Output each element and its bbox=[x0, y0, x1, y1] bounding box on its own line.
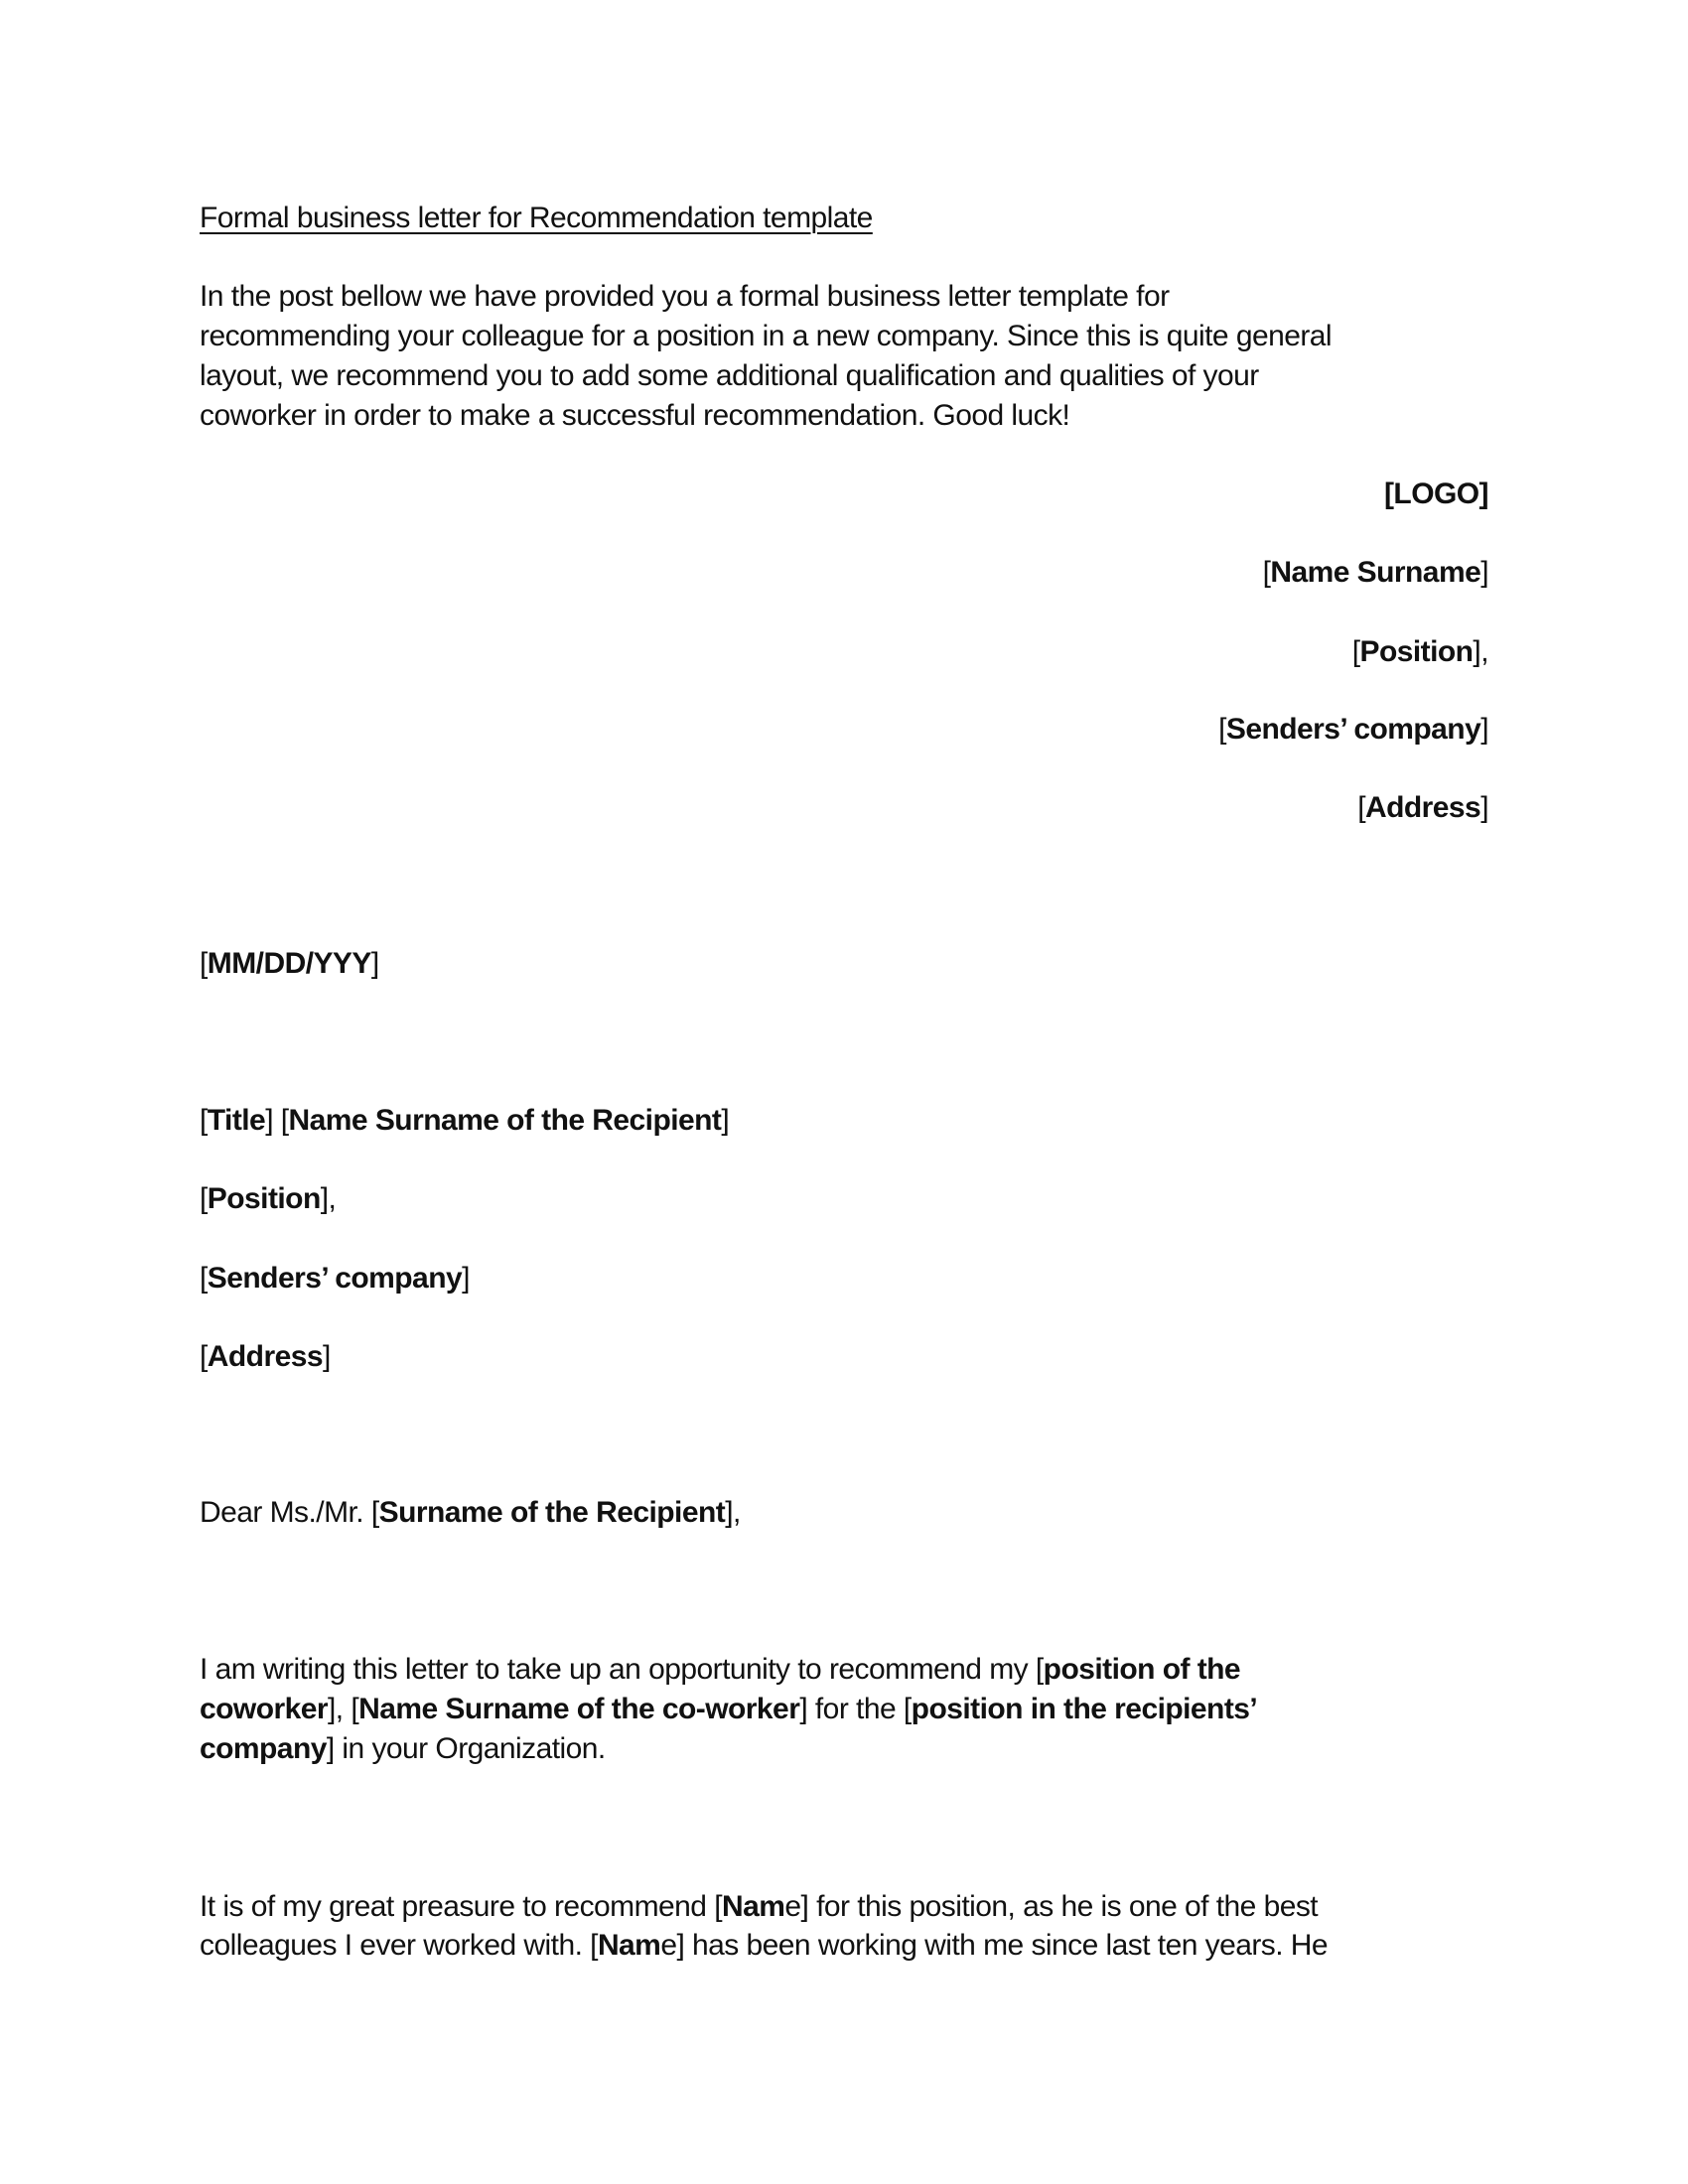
paragraph-line: I am writing this letter to take up an opportunity to recommend my [position of the bbox=[200, 1653, 1241, 1686]
intro-line: recommending your colleague for a position in a new company. Since this is quite general bbox=[200, 320, 1333, 352]
date-placeholder: [MM/DD/YYY] bbox=[200, 947, 379, 980]
recipient-address: [Address] bbox=[200, 1340, 331, 1373]
sender-position: [Position], bbox=[1351, 635, 1488, 668]
intro-line: coworker in order to make a successful recommendation. Good luck! bbox=[200, 399, 1070, 432]
intro-line: layout, we recommend you to add some additional qualification and qualities of your bbox=[200, 359, 1259, 392]
logo-placeholder: [LOGO] bbox=[1383, 478, 1488, 510]
paragraph-line: company] in your Organization. bbox=[200, 1732, 606, 1765]
paragraph-line: colleagues I ever worked with. [Name] has been working with me since last ten years. He bbox=[200, 1929, 1329, 1962]
paragraph-line: It is of my great preasure to recommend [Name] for this position, as he is one of the best bbox=[200, 1890, 1319, 1923]
sender-company: [Senders’ company] bbox=[1218, 713, 1488, 746]
recipient-company: [Senders’ company] bbox=[200, 1262, 470, 1295]
paragraph-line: coworker], [Name Surname of the co-worker] for the [position in the recipients’ bbox=[200, 1693, 1258, 1725]
sender-name: [Name Surname] bbox=[1262, 556, 1488, 589]
recipient-position: [Position], bbox=[200, 1182, 337, 1215]
salutation: Dear Ms./Mr. [Surname of the Recipient], bbox=[200, 1496, 741, 1529]
recipient-name: [Title] [Name Surname of the Recipient] bbox=[200, 1104, 730, 1137]
sender-address: [Address] bbox=[1357, 791, 1488, 824]
document-title: Formal business letter for Recommendation template bbox=[200, 202, 873, 234]
intro-line: In the post bellow we have provided you a formal business letter template for bbox=[200, 280, 1170, 313]
